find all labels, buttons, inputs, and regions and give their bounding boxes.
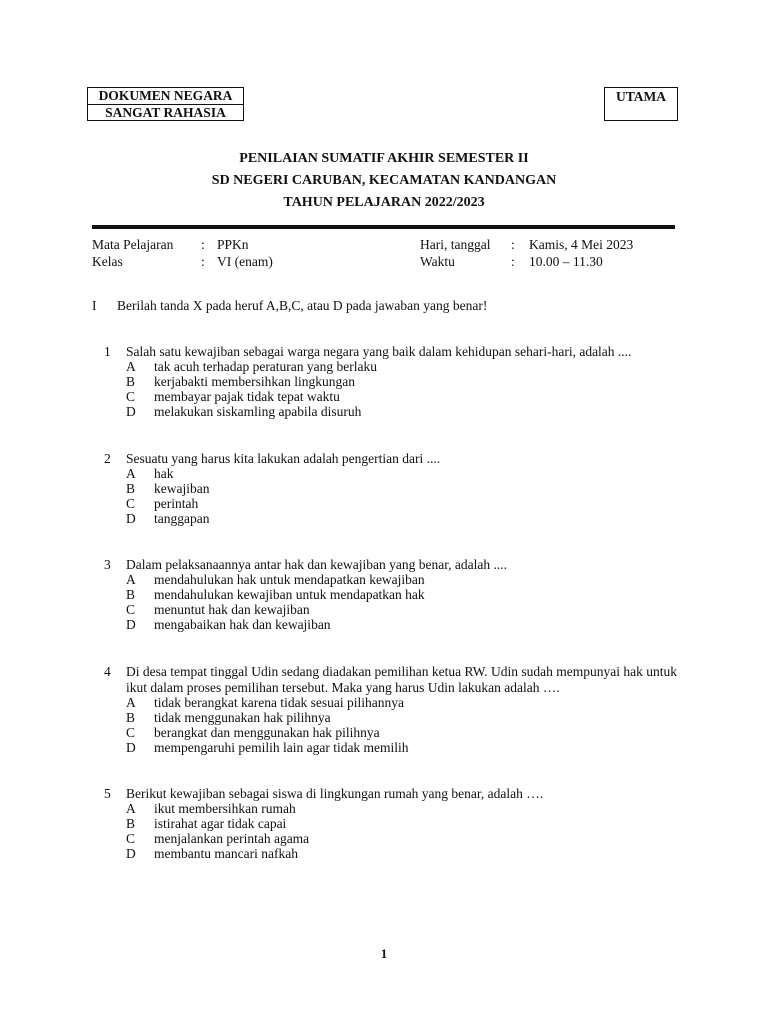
option-text: membantu mancari nafkah	[154, 846, 298, 861]
subject-colon: :	[201, 237, 205, 252]
question-number: 4	[104, 664, 111, 679]
classification-line-2: SANGAT RAHASIA	[88, 104, 243, 121]
question-text: Sesuatu yang harus kita lakukan adalah pengertian dari ....	[126, 451, 441, 466]
time-colon: :	[511, 254, 515, 269]
class-row	[92, 254, 392, 270]
option-letter: D	[126, 617, 136, 632]
question-number: 2	[104, 451, 111, 466]
option-letter: D	[126, 511, 136, 526]
option-text: tak acuh terhadap peraturan yang berlaku	[154, 359, 378, 374]
title-line-1: PENILAIAN SUMATIF AKHIR SEMESTER II	[239, 151, 529, 166]
question-5	[104, 786, 684, 866]
title-line-3: TAHUN PELAJARAN 2022/2023	[283, 195, 485, 210]
time-label: Waktu	[420, 254, 455, 269]
title-divider	[92, 225, 675, 229]
option-letter: D	[126, 846, 136, 861]
option-letter: A	[126, 801, 136, 816]
question-text: Salah satu kewajiban sebagai warga negara yang baik dalam kehidupan sehari-hari, adalah ....	[126, 344, 632, 359]
class-colon: :	[201, 254, 205, 269]
option-text: perintah	[154, 496, 199, 511]
class-label: Kelas	[92, 254, 123, 269]
option-letter: A	[126, 359, 136, 374]
option-text: mendahulukan kewajiban untuk mendapatkan hak	[154, 587, 425, 602]
question-number: 1	[104, 344, 111, 359]
question-number: 5	[104, 786, 111, 801]
subject-row	[92, 237, 392, 253]
question-2	[104, 451, 684, 531]
option-letter: B	[126, 374, 136, 389]
option-text: menjalankan perintah agama	[154, 831, 310, 846]
date-colon: :	[511, 237, 515, 252]
option-letter: C	[126, 831, 136, 846]
question-text: Berikut kewajiban sebagai siswa di lingkungan rumah yang benar, adalah ….	[126, 786, 544, 801]
question-number: 3	[104, 557, 111, 572]
time-value: 10.00 – 11.30	[529, 254, 603, 269]
exam-title	[0, 150, 768, 216]
page-number: 1	[380, 946, 388, 961]
question-3	[104, 557, 684, 637]
instruction-text: Berilah tanda X pada heruf A,B,C, atau D pada jawaban yang benar!	[117, 298, 488, 313]
option-text: kewajiban	[154, 481, 210, 496]
date-row	[420, 237, 680, 253]
option-letter: C	[126, 602, 136, 617]
option-letter: C	[126, 496, 136, 511]
option-letter: D	[126, 404, 136, 419]
option-text: ikut membersihkan rumah	[154, 801, 296, 816]
time-row	[420, 254, 680, 270]
document-classification-box	[87, 87, 244, 121]
option-text: mempengaruhi pemilih lain agar tidak memilih	[154, 740, 409, 755]
question-text: Di desa tempat tinggal Udin sedang diadakan pemilihan ketua RW. Udin sudah mempunyai hak untuk ikut dalam proses pemilihan tersebut. Maka yang harus Udin lakukan adalah ….	[126, 664, 678, 695]
option-text: istirahat agar tidak capai	[154, 816, 287, 831]
option-text: melakukan siskamling apabila disuruh	[154, 404, 362, 419]
option-letter: A	[126, 466, 136, 481]
option-text: kerjabakti membersihkan lingkungan	[154, 374, 355, 389]
option-text: berangkat dan menggunakan hak pilihnya	[154, 725, 380, 740]
classification-line-1: DOKUMEN NEGARA	[98, 88, 233, 103]
option-letter: C	[126, 389, 136, 404]
subject-value: PPKn	[217, 237, 249, 252]
date-value: Kamis, 4 Mei 2023	[529, 237, 634, 252]
section-number: I	[92, 298, 97, 313]
option-letter: C	[126, 725, 136, 740]
question-text: Dalam pelaksanaannya antar hak dan kewajiban yang benar, adalah ....	[126, 557, 508, 572]
option-text: membayar pajak tidak tepat waktu	[154, 389, 340, 404]
option-letter: A	[126, 695, 136, 710]
option-text: menuntut hak dan kewajiban	[154, 602, 310, 617]
date-label: Hari, tanggal	[420, 237, 491, 252]
subject-label: Mata Pelajaran	[92, 237, 174, 252]
option-text: mengabaikan hak dan kewajiban	[154, 617, 331, 632]
question-4	[104, 664, 684, 760]
option-text: mendahulukan hak untuk mendapatkan kewajiban	[154, 572, 425, 587]
option-letter: B	[126, 710, 136, 725]
question-1	[104, 344, 684, 424]
option-text: tidak menggunakan hak pilihnya	[154, 710, 331, 725]
option-letter: B	[126, 816, 136, 831]
option-text: hak	[154, 466, 174, 481]
option-text: tidak berangkat karena tidak sesuai pilihannya	[154, 695, 405, 710]
option-text: tanggapan	[154, 511, 210, 526]
option-letter: A	[126, 572, 136, 587]
document-type-box: UTAMA	[604, 87, 678, 121]
option-letter: B	[126, 587, 136, 602]
option-letter: B	[126, 481, 136, 496]
title-line-2: SD NEGERI CARUBAN, KECAMATAN KANDANGAN	[211, 173, 557, 188]
option-letter: D	[126, 740, 136, 755]
class-value: VI (enam)	[217, 254, 273, 269]
